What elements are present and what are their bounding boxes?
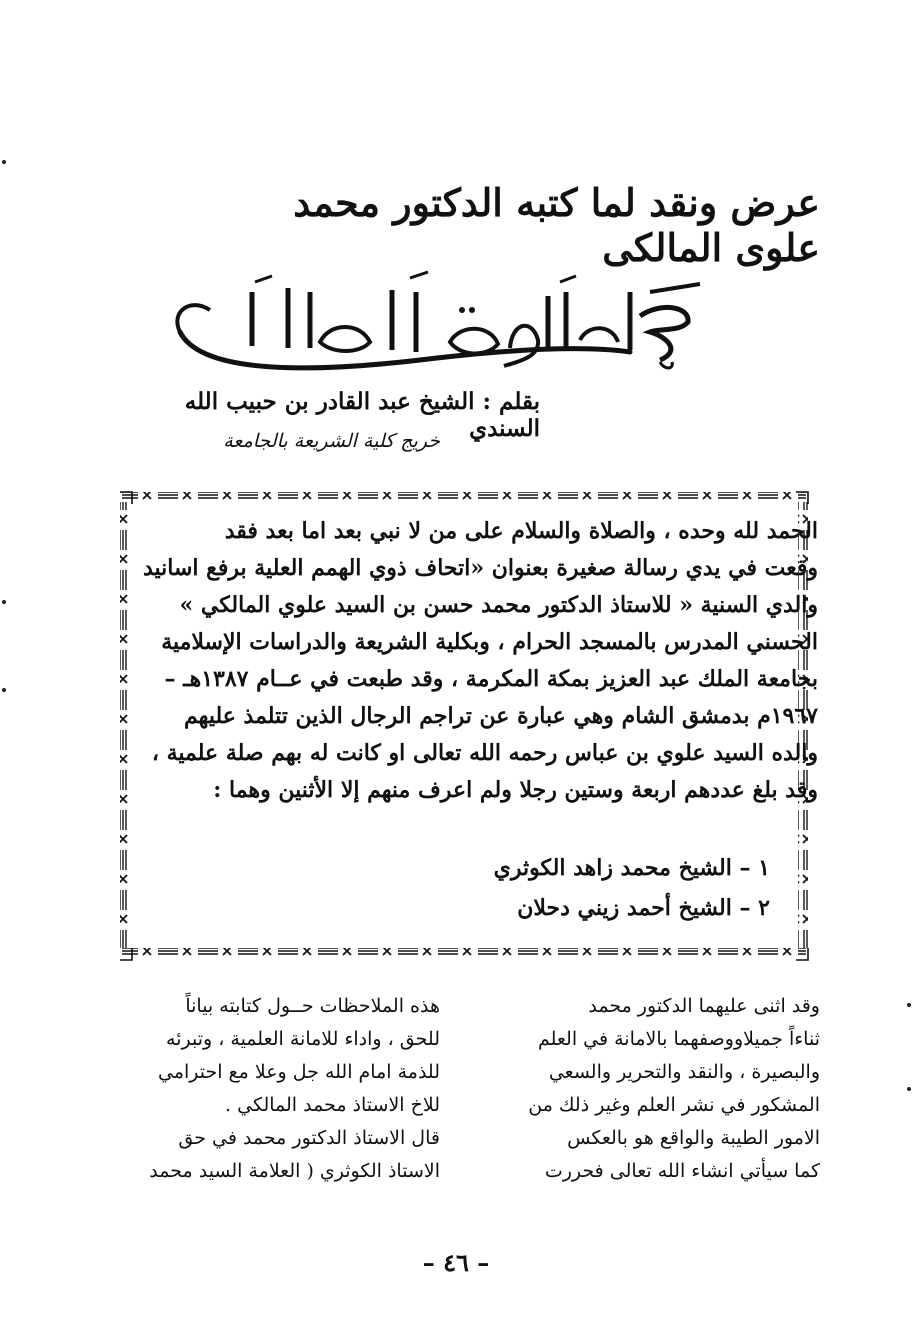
paragraph-line: والده السيد علوي بن عباس رحمه الله تعالى او كانت له بهم صلة علمية ، bbox=[151, 740, 818, 766]
scan-speck bbox=[2, 600, 6, 604]
boxed-paragraph bbox=[128, 513, 818, 809]
column-line: وقد اثنى عليهما الدكتور محمد bbox=[588, 995, 820, 1017]
column-line: للاخ الاستاذ محمد المالكي . bbox=[225, 1094, 440, 1116]
scan-speck bbox=[2, 688, 6, 692]
column-line: الاستاذ الكوثري ( العلامة السيد محمد bbox=[149, 1160, 440, 1182]
column-line: هذه الملاحظات حــول كتابته بياناً bbox=[185, 995, 440, 1017]
column-line: والبصيرة ، والنقد والتحرير والسعي bbox=[548, 1061, 820, 1083]
column-line: للذمة امام الله جل وعلا مع احترامي bbox=[157, 1061, 440, 1083]
author-byline: بقلم : الشيخ عبد القادر بن حبيب الله السندي bbox=[184, 388, 540, 442]
paragraph-line: وقد بلغ عددهم اربعة وستين رجلا ولم اعرف منهم إلا الأثنين وهما : bbox=[213, 777, 818, 803]
scan-speck bbox=[907, 1003, 911, 1007]
column-line: للحق ، واداء للامانة العلمية ، وتبرئه bbox=[166, 1028, 440, 1050]
column-line: ثناءاً جميلاووصفهما بالامانة في العلم bbox=[537, 1028, 820, 1050]
page-number: – ٤٦ – bbox=[422, 1248, 490, 1277]
text-column-left bbox=[110, 990, 440, 1188]
list-item: ١ – الشيخ محمد زاهد الكوثري bbox=[493, 855, 770, 881]
paragraph-line: والدي السنية « للاستاذ الدكتور محمد حسن بن السيد علوي المالكي » bbox=[179, 592, 818, 618]
text-column-right bbox=[490, 990, 820, 1188]
column-line: المشكور في نشر العلم وغير ذلك من bbox=[528, 1094, 820, 1116]
column-line: قال الاستاذ الدكتور محمد في حق bbox=[178, 1127, 440, 1149]
paragraph-line: وقعت في يدي رسالة صغيرة بعنوان «اتحاف ذوي الهمم العلية برفع اسانيد bbox=[142, 555, 818, 581]
boxed-list bbox=[380, 848, 770, 928]
column-line: كما سيأتي انشاء الله تعالى فحررت bbox=[544, 1160, 820, 1182]
scan-speck bbox=[2, 160, 6, 164]
paragraph-line: ١٩٦٧م بدمشق الشام وهي عبارة عن تراجم الرجال الذين تتلمذ عليهم bbox=[184, 703, 818, 729]
scan-speck bbox=[907, 1087, 911, 1091]
paragraph-line: الحمد لله وحده ، والصلاة والسلام على من لا نبي بعد اما بعد فقد bbox=[224, 518, 818, 544]
calligraphy-title bbox=[160, 262, 720, 382]
author-affiliation: خريج كلية الشريعة بالجامعة bbox=[223, 430, 440, 452]
paragraph-line: بجامعة الملك عبد العزيز بمكة المكرمة ، وقد طبعت في عــام ١٣٨٧هـ – bbox=[164, 666, 818, 692]
column-line: الامور الطيبة والواقع هو بالعكس bbox=[567, 1127, 820, 1149]
article-heading: عرض ونقد لما كتبه الدكتور محمد علوى المالكى bbox=[293, 180, 820, 270]
list-item: ٢ – الشيخ أحمد زيني دحلان bbox=[517, 895, 770, 921]
paragraph-line: الحسني المدرس بالمسجد الحرام ، وبكلية الشريعة والدراسات الإسلامية bbox=[161, 629, 818, 655]
